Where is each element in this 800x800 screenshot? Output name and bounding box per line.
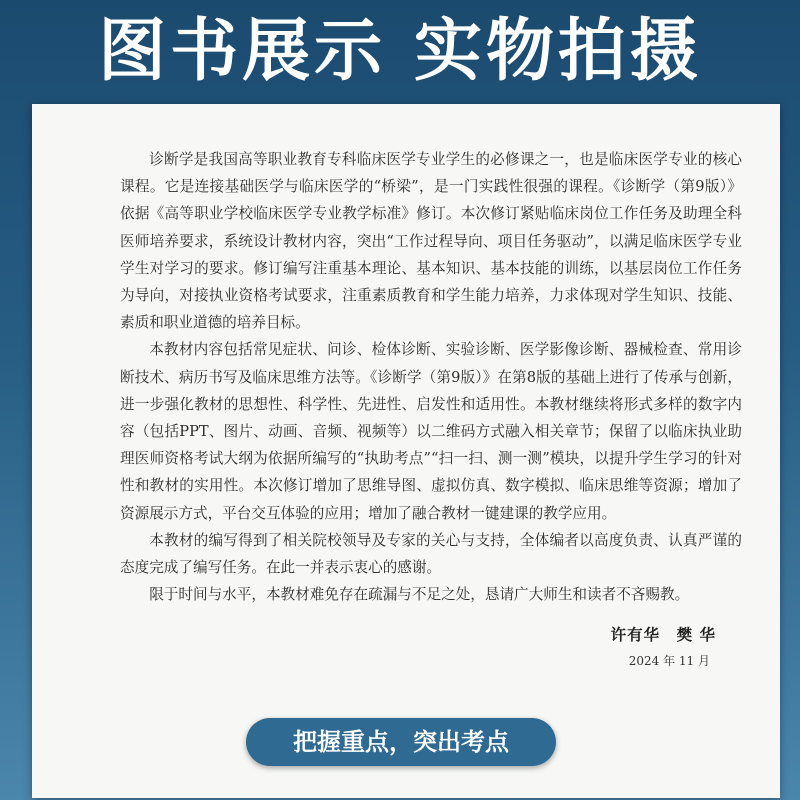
author-signature: 许有华 樊 华	[610, 626, 716, 644]
preface-paragraph: 本教材的编写得到了相关院校领导及专家的关心与支持，全体编者以高度负责、认真严谨的态度完成了编写任务。在此一并表示衷心的感谢。	[120, 531, 742, 577]
preface-paragraph: 限于时间与水平，本教材难免存在疏漏与不足之处，恳请广大师生和读者不吝赐教。	[149, 586, 690, 604]
preface-paragraph: 诊断学是我国高等职业教育专科临床医学专业学生的必修课之一，也是临床医学专业的核心课程。它是连接基础医学与临床医学的“桥梁”，是一门实践性很强的课程。《诊断学（第9版）》依据《高等职业学校临床医学专业教学标准》修订。本次修订紧贴临床岗位工作任务及助理全科医师培养要求，系统设计教材内容，突出“工作过程导向、项目任务驱动”，以满足临床医学专业学生对学习的要求。修订编写注重基本理论、基本知识、基本技能的训练，以基层岗位工作任务为导向，对接执业资格考试要求，注重素质教育和学生能力培养，力求体现对学生知识、技能、素质和职业道德的培养目标。	[120, 151, 742, 332]
preface-paragraph: 本教材内容包括常见症状、问诊、检体诊断、实验诊断、医学影像诊断、器械检查、常用诊断技术、病历书写及临床思维方法等。《诊断学（第9版）》在第8版的基础上进行了传承与创新，进一步强化教材的思想性、科学性、先进性、启发性和适用性。本教材继续将形式多样的数字内容（包括PPT、图片、动画、音频、视频等）以二维码方式融入相关章节；保留了以临床执业助理医师资格考试大纲为依据所编写的“执助考点”“扫一扫、测一测”模块，以提升学生学习的针对性和教材的实用性。本次修订增加了思维导图、虚拟仿真、数字模拟、临床思维等资源；增加了资源展示方式，平台交互体验的应用；增加了融合教材一键建课的教学应用。	[120, 341, 742, 522]
banner-title: 图书展示 实物拍摄	[98, 12, 702, 91]
highlight-tag: 把握重点，突出考点	[246, 718, 556, 766]
preface-body	[120, 146, 742, 608]
book-page	[32, 104, 780, 798]
preface-date: 2024 年 11 月	[628, 654, 710, 668]
